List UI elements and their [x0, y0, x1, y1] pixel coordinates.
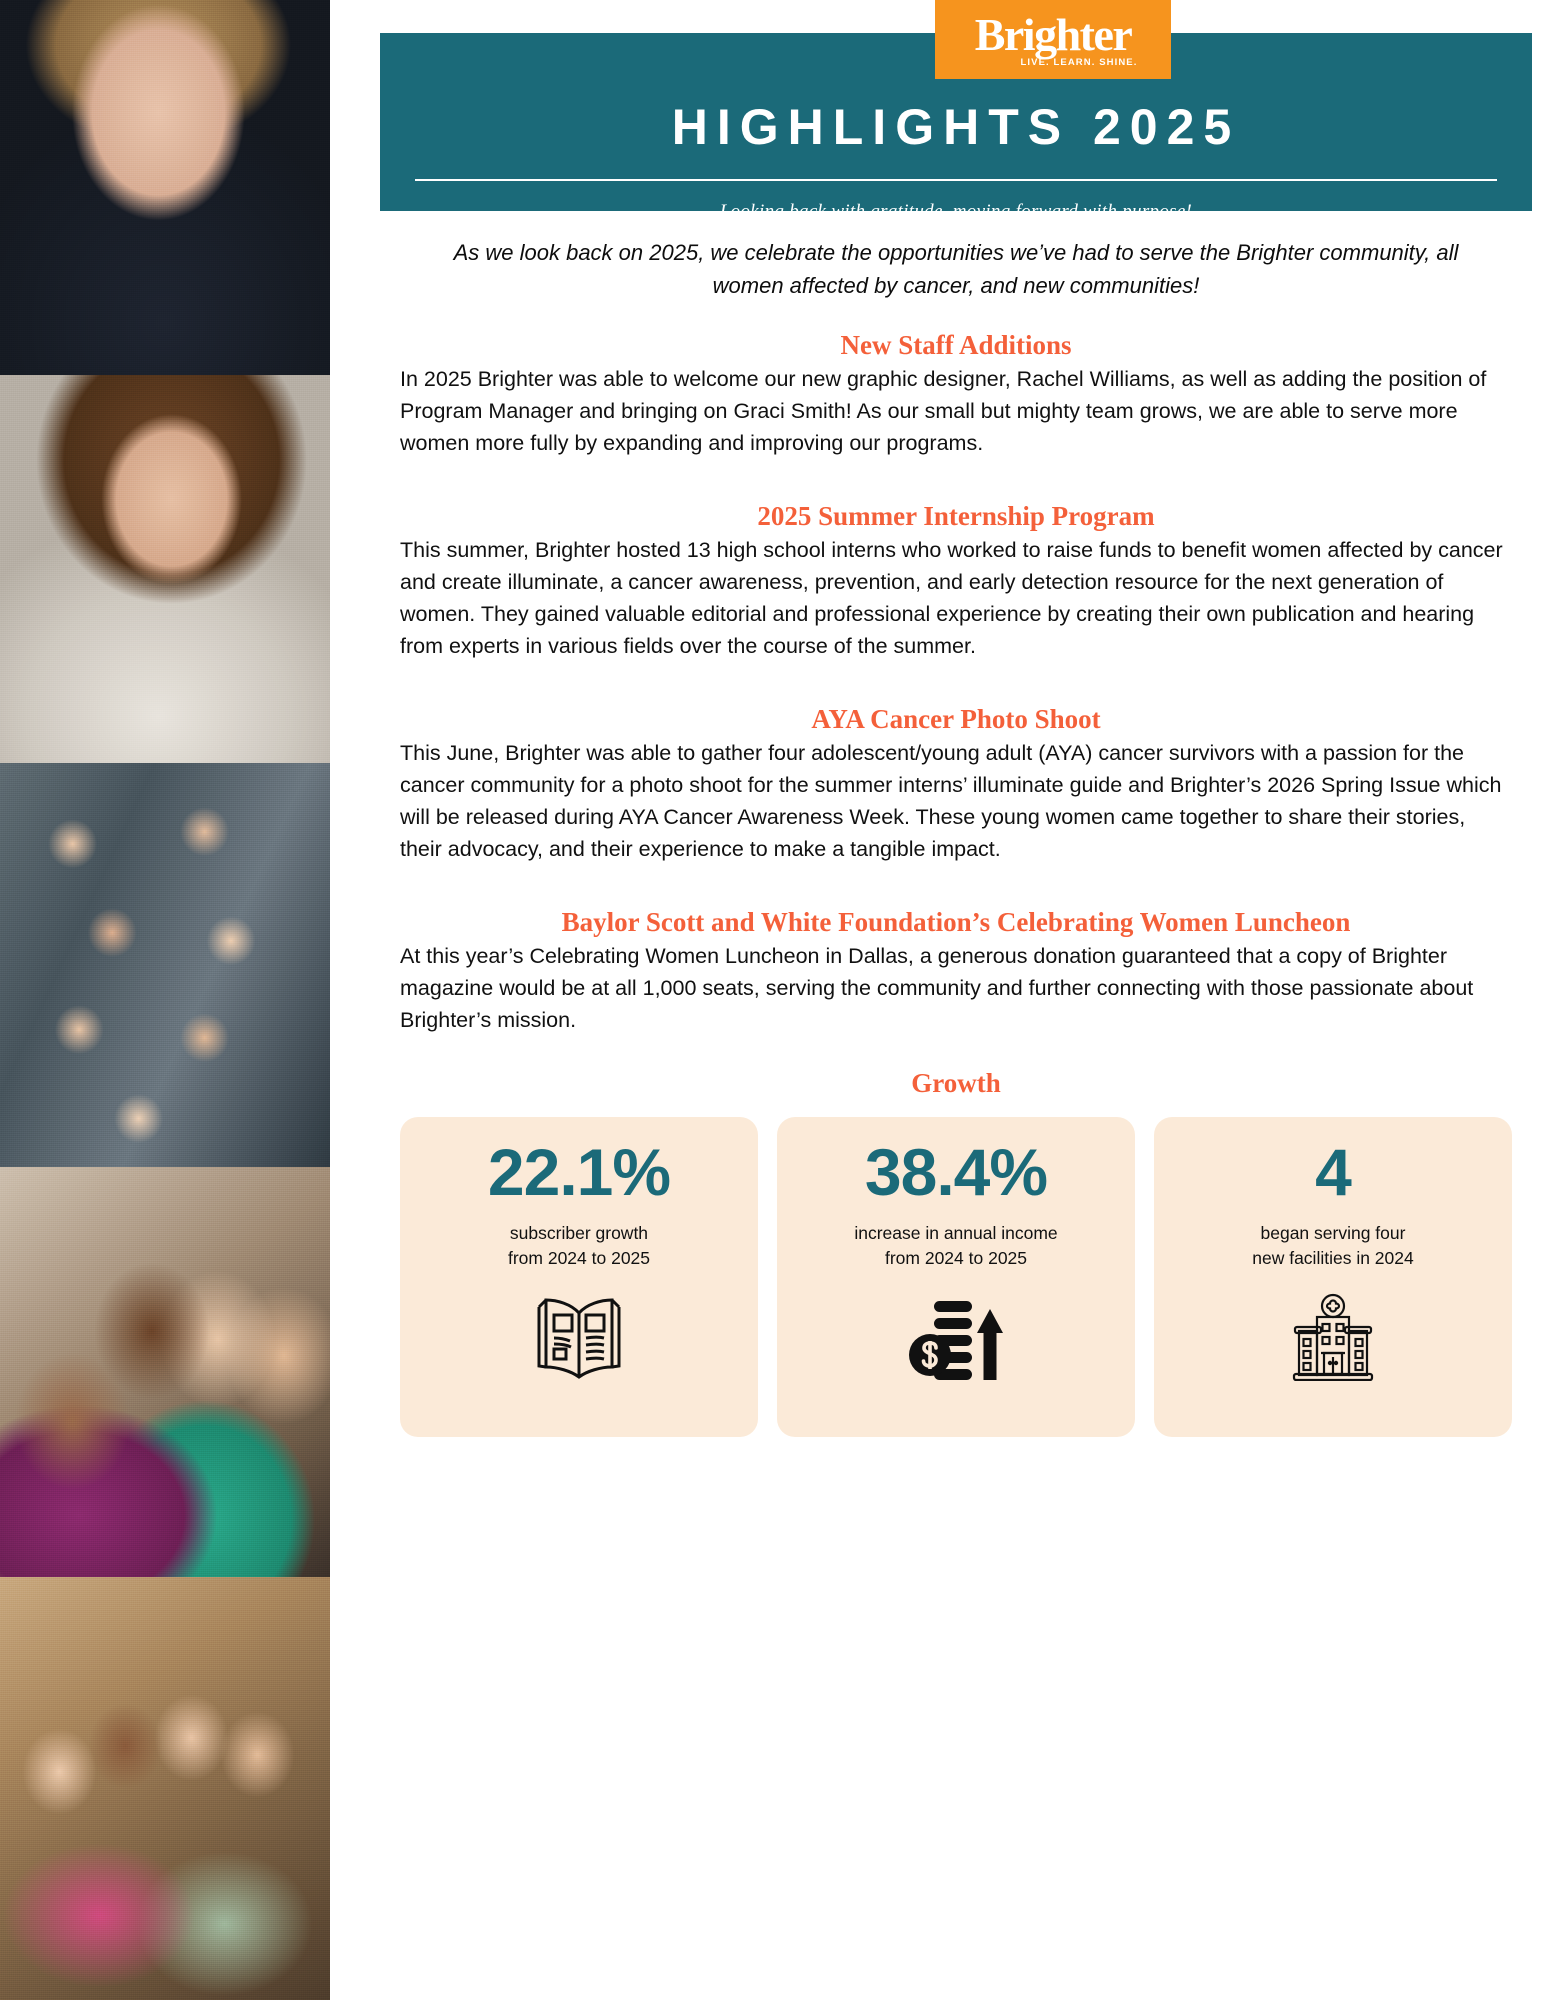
stat-value: 38.4%	[864, 1135, 1048, 1209]
stat-caption-line1: increase in annual income	[854, 1223, 1058, 1243]
logo-wordmark: Brighter	[974, 8, 1132, 60]
section-body-new-staff: In 2025 Brighter was able to welcome our new graphic designer, Rachel Williams, as well as adding the position of Program Manager and bringing on Graci Smith! As our small but mighty team grows, we are able to serve more women more fully by expanding and improving our programs.	[400, 367, 1487, 455]
open-magazine-icon	[531, 1293, 627, 1381]
stat-card-annual-income	[777, 1117, 1135, 1437]
photo-rail	[0, 0, 330, 2000]
section-heading-luncheon: Baylor Scott and White Foundation’s Celebrating Women Luncheon	[561, 907, 1351, 937]
photo-portrait-2	[0, 375, 330, 763]
section-heading-new-staff: New Staff Additions	[840, 330, 1072, 360]
stat-caption	[1252, 1221, 1413, 1271]
stat-card-subscriber-growth	[400, 1117, 758, 1437]
photo-luncheon-group	[0, 1577, 330, 2000]
section-body-luncheon: At this year’s Celebrating Women Luncheon in Dallas, a generous donation guaranteed that a copy of Brighter magazine would be at all 1,000 seats, serving the community and further connecting with those passionate about Brighter’s mission.	[400, 944, 1474, 1032]
photo-grain-2	[0, 375, 330, 763]
section-gap	[400, 662, 1512, 676]
body-column	[400, 236, 1512, 1437]
photo-grain-1	[0, 0, 330, 375]
section-gap	[400, 459, 1512, 473]
section-body-aya-photo-shoot: This June, Brighter was able to gather four adolescent/young adult (AYA) cancer survivors with a passion for the cancer community for a photo shoot for the summer interns’ illuminate guide and Brighter’s 2026 Spring Issue which will be released during AYA Cancer Awareness Week. These young women came together to share their stories, their advocacy, and their experience to make a tangible impact.	[400, 741, 1502, 861]
photo-grain-5	[0, 1577, 330, 2000]
stat-caption-line2: from 2024 to 2025	[884, 1248, 1028, 1268]
header-divider	[415, 179, 1497, 181]
header-subtitle: Looking back with gratitude, moving forward with purpose!	[719, 201, 1193, 222]
growth-cards	[400, 1117, 1512, 1437]
photo-grain-3	[0, 763, 330, 1167]
stat-value: 4	[1315, 1135, 1351, 1209]
photo-interns-group	[0, 763, 330, 1167]
stat-value: 22.1%	[487, 1135, 671, 1209]
stat-card-new-facilities	[1154, 1117, 1512, 1437]
page-title: HIGHLIGHTS 2025	[671, 99, 1241, 155]
stat-caption	[508, 1221, 650, 1271]
brighter-logo	[935, 0, 1171, 79]
stat-caption-line1: began serving four	[1260, 1223, 1406, 1243]
stat-caption	[854, 1221, 1057, 1271]
hospital-icon	[1285, 1293, 1381, 1381]
section-body-internship: This summer, Brighter hosted 13 high school interns who worked to raise funds to benefit women affected by cancer and create illuminate, a cancer awareness, prevention, and early detection resource for the next generation of women. They gained valuable editorial and professional experience by creating their own publication and hearing from experts in various fields over the course of the summer.	[400, 538, 1503, 658]
content-column	[330, 0, 1545, 2000]
section-gap	[400, 865, 1512, 879]
section-heading-aya-photo-shoot: AYA Cancer Photo Shoot	[811, 704, 1101, 734]
photo-portrait-1	[0, 0, 330, 375]
intro-paragraph: As we look back on 2025, we celebrate the opportunities we’ve had to serve the Brighter community, all women affected by cancer, and new communities!	[453, 240, 1459, 298]
logo-tagline: LIVE. LEARN. SHINE.	[1020, 57, 1138, 69]
money-growth-icon	[908, 1293, 1004, 1381]
stat-caption-line1: subscriber growth	[509, 1223, 649, 1243]
photo-aya-survivors	[0, 1167, 330, 1577]
photo-grain-4	[0, 1167, 330, 1577]
stat-caption-line2: new facilities in 2024	[1252, 1248, 1414, 1268]
section-heading-internship: 2025 Summer Internship Program	[757, 501, 1155, 531]
growth-heading: Growth	[911, 1068, 1001, 1098]
stat-caption-line2: from 2024 to 2025	[507, 1248, 651, 1268]
